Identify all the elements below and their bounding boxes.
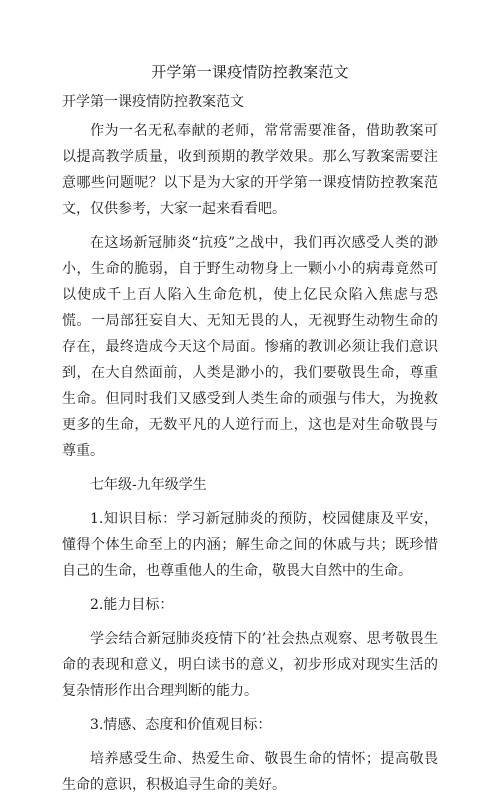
document-title: 开学第一课疫情防控教案范文 xyxy=(151,63,349,81)
paragraph-ability-goal-heading: 2.能力目标： xyxy=(90,597,174,613)
paragraph-knowledge-goal: 1.知识目标：学习新冠肺炎的预防，校园健康及平安，懂得个体生命至上的内涵；解生命之间的休戚与共；既珍惜自己的生命，也尊重他人的生命，敬畏大自然中的生命。 xyxy=(62,511,438,579)
document-subtitle: 开学第一课疫情防控教案范文 xyxy=(62,94,244,110)
paragraph-audience: 七年级-九年级学生 xyxy=(90,477,207,493)
paragraph-values-goal: 培养感受生命、热爱生命、敬畏生命的情怀；提高敬畏生命的意识，积极追寻生命的美好。 xyxy=(62,751,438,793)
paragraph-intro: 作为一名无私奉献的老师，常常需要准备，借助教案可以提高教学质量，收到预期的教学效果。那么写教案需要注意哪些问题呢？以下是为大家的开学第一课疫情防控教案范文，仅供参考，大家一起来看看吧。 xyxy=(62,123,438,217)
paragraph-values-goal-heading: 3.情感、态度和价值观目标： xyxy=(90,717,272,733)
paragraph-background: 在这场新冠肺炎“抗疫”之战中，我们再次感受人类的渺小，生命的脆弱，自于野生动物身上一颗小小的病毒竟然可以使成千上百人陷入生命危机，使上亿民众陷入焦虑与恐慌。一局部狂妄自大、无知无畏的人，无视野生动物生命的存在，最终造成今天这个局面。惨痛的教训必须让我们意识到，在大自然面前，人类是渺小的，我们要敬畏生命，尊重生命。但同时我们又感受到人类生命的顽强与伟大，为挽救更多的生命，无数平凡的人逆行而上，这也是对生命敬畏与尊重。 xyxy=(62,235,438,459)
paragraph-ability-goal: 学会结合新冠肺炎疫情下的’社会热点观察、思考敬畏生命的表现和意义，明白读书的意义，初步形成对现实生活的复杂情形作出合理判断的能力。 xyxy=(62,631,438,699)
